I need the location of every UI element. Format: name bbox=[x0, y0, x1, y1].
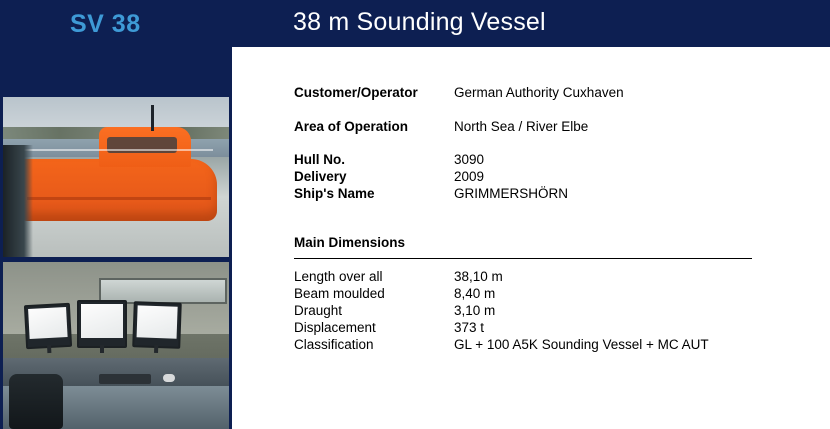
spec-value-beam: 8,40 m bbox=[454, 286, 496, 301]
spec-label-beam: Beam moulded bbox=[294, 286, 385, 301]
spec-value-displacement: 373 t bbox=[454, 320, 485, 335]
photo-monitor-stand bbox=[47, 345, 52, 353]
vessel-photo bbox=[3, 97, 229, 257]
section-divider bbox=[294, 258, 752, 259]
photo-monitor-screen bbox=[81, 304, 123, 338]
spec-value-ship-name: GRIMMERSHÖRN bbox=[454, 186, 568, 201]
photo-deck-rail bbox=[23, 149, 213, 151]
photo-foreground-shadow bbox=[3, 145, 33, 257]
photo-monitor-screen bbox=[28, 307, 68, 339]
photo-monitor-right bbox=[132, 301, 182, 349]
spec-value-draught: 3,10 m bbox=[454, 303, 496, 318]
spec-label-classification: Classification bbox=[294, 337, 374, 352]
main-dimensions-heading: Main Dimensions bbox=[294, 235, 406, 250]
console-photo bbox=[3, 262, 229, 429]
photo-monitor-left bbox=[24, 303, 72, 349]
vessel-code: SV 38 bbox=[70, 10, 141, 38]
photo-monitor-center bbox=[77, 300, 127, 348]
spec-label-delivery: Delivery bbox=[294, 169, 347, 184]
photo-monitor-screen bbox=[137, 305, 178, 338]
spec-value-area: North Sea / River Elbe bbox=[454, 119, 589, 134]
spec-value-delivery: 2009 bbox=[454, 169, 485, 184]
spec-value-customer: German Authority Cuxhaven bbox=[454, 85, 624, 100]
spec-label-hull-no: Hull No. bbox=[294, 152, 345, 167]
page-title: 38 m Sounding Vessel bbox=[293, 8, 546, 36]
spec-content bbox=[232, 47, 830, 429]
spec-value-hull-no: 3090 bbox=[454, 152, 485, 167]
photo-keyboard bbox=[99, 374, 151, 384]
spec-value-loa: 38,10 m bbox=[454, 269, 503, 284]
photo-vessel-hull bbox=[21, 159, 217, 221]
spec-value-classification: GL + 100 A5K Sounding Vessel + MC AUT bbox=[454, 337, 709, 352]
spec-label-draught: Draught bbox=[294, 303, 343, 318]
spec-label-ship-name: Ship's Name bbox=[294, 186, 375, 201]
spec-label-area: Area of Operation bbox=[294, 119, 409, 134]
spec-label-customer: Customer/Operator bbox=[294, 85, 418, 100]
photo-monitor-stand bbox=[100, 345, 105, 353]
page-header bbox=[0, 0, 830, 47]
photo-mast bbox=[151, 105, 154, 131]
left-image-column bbox=[0, 47, 232, 429]
spec-label-loa: Length over all bbox=[294, 269, 383, 284]
photo-monitor-stand bbox=[154, 345, 159, 353]
spec-label-displacement: Displacement bbox=[294, 320, 376, 335]
photo-hull-stripe bbox=[27, 197, 211, 200]
photo-mouse bbox=[163, 374, 175, 382]
photo-chair bbox=[9, 374, 63, 429]
